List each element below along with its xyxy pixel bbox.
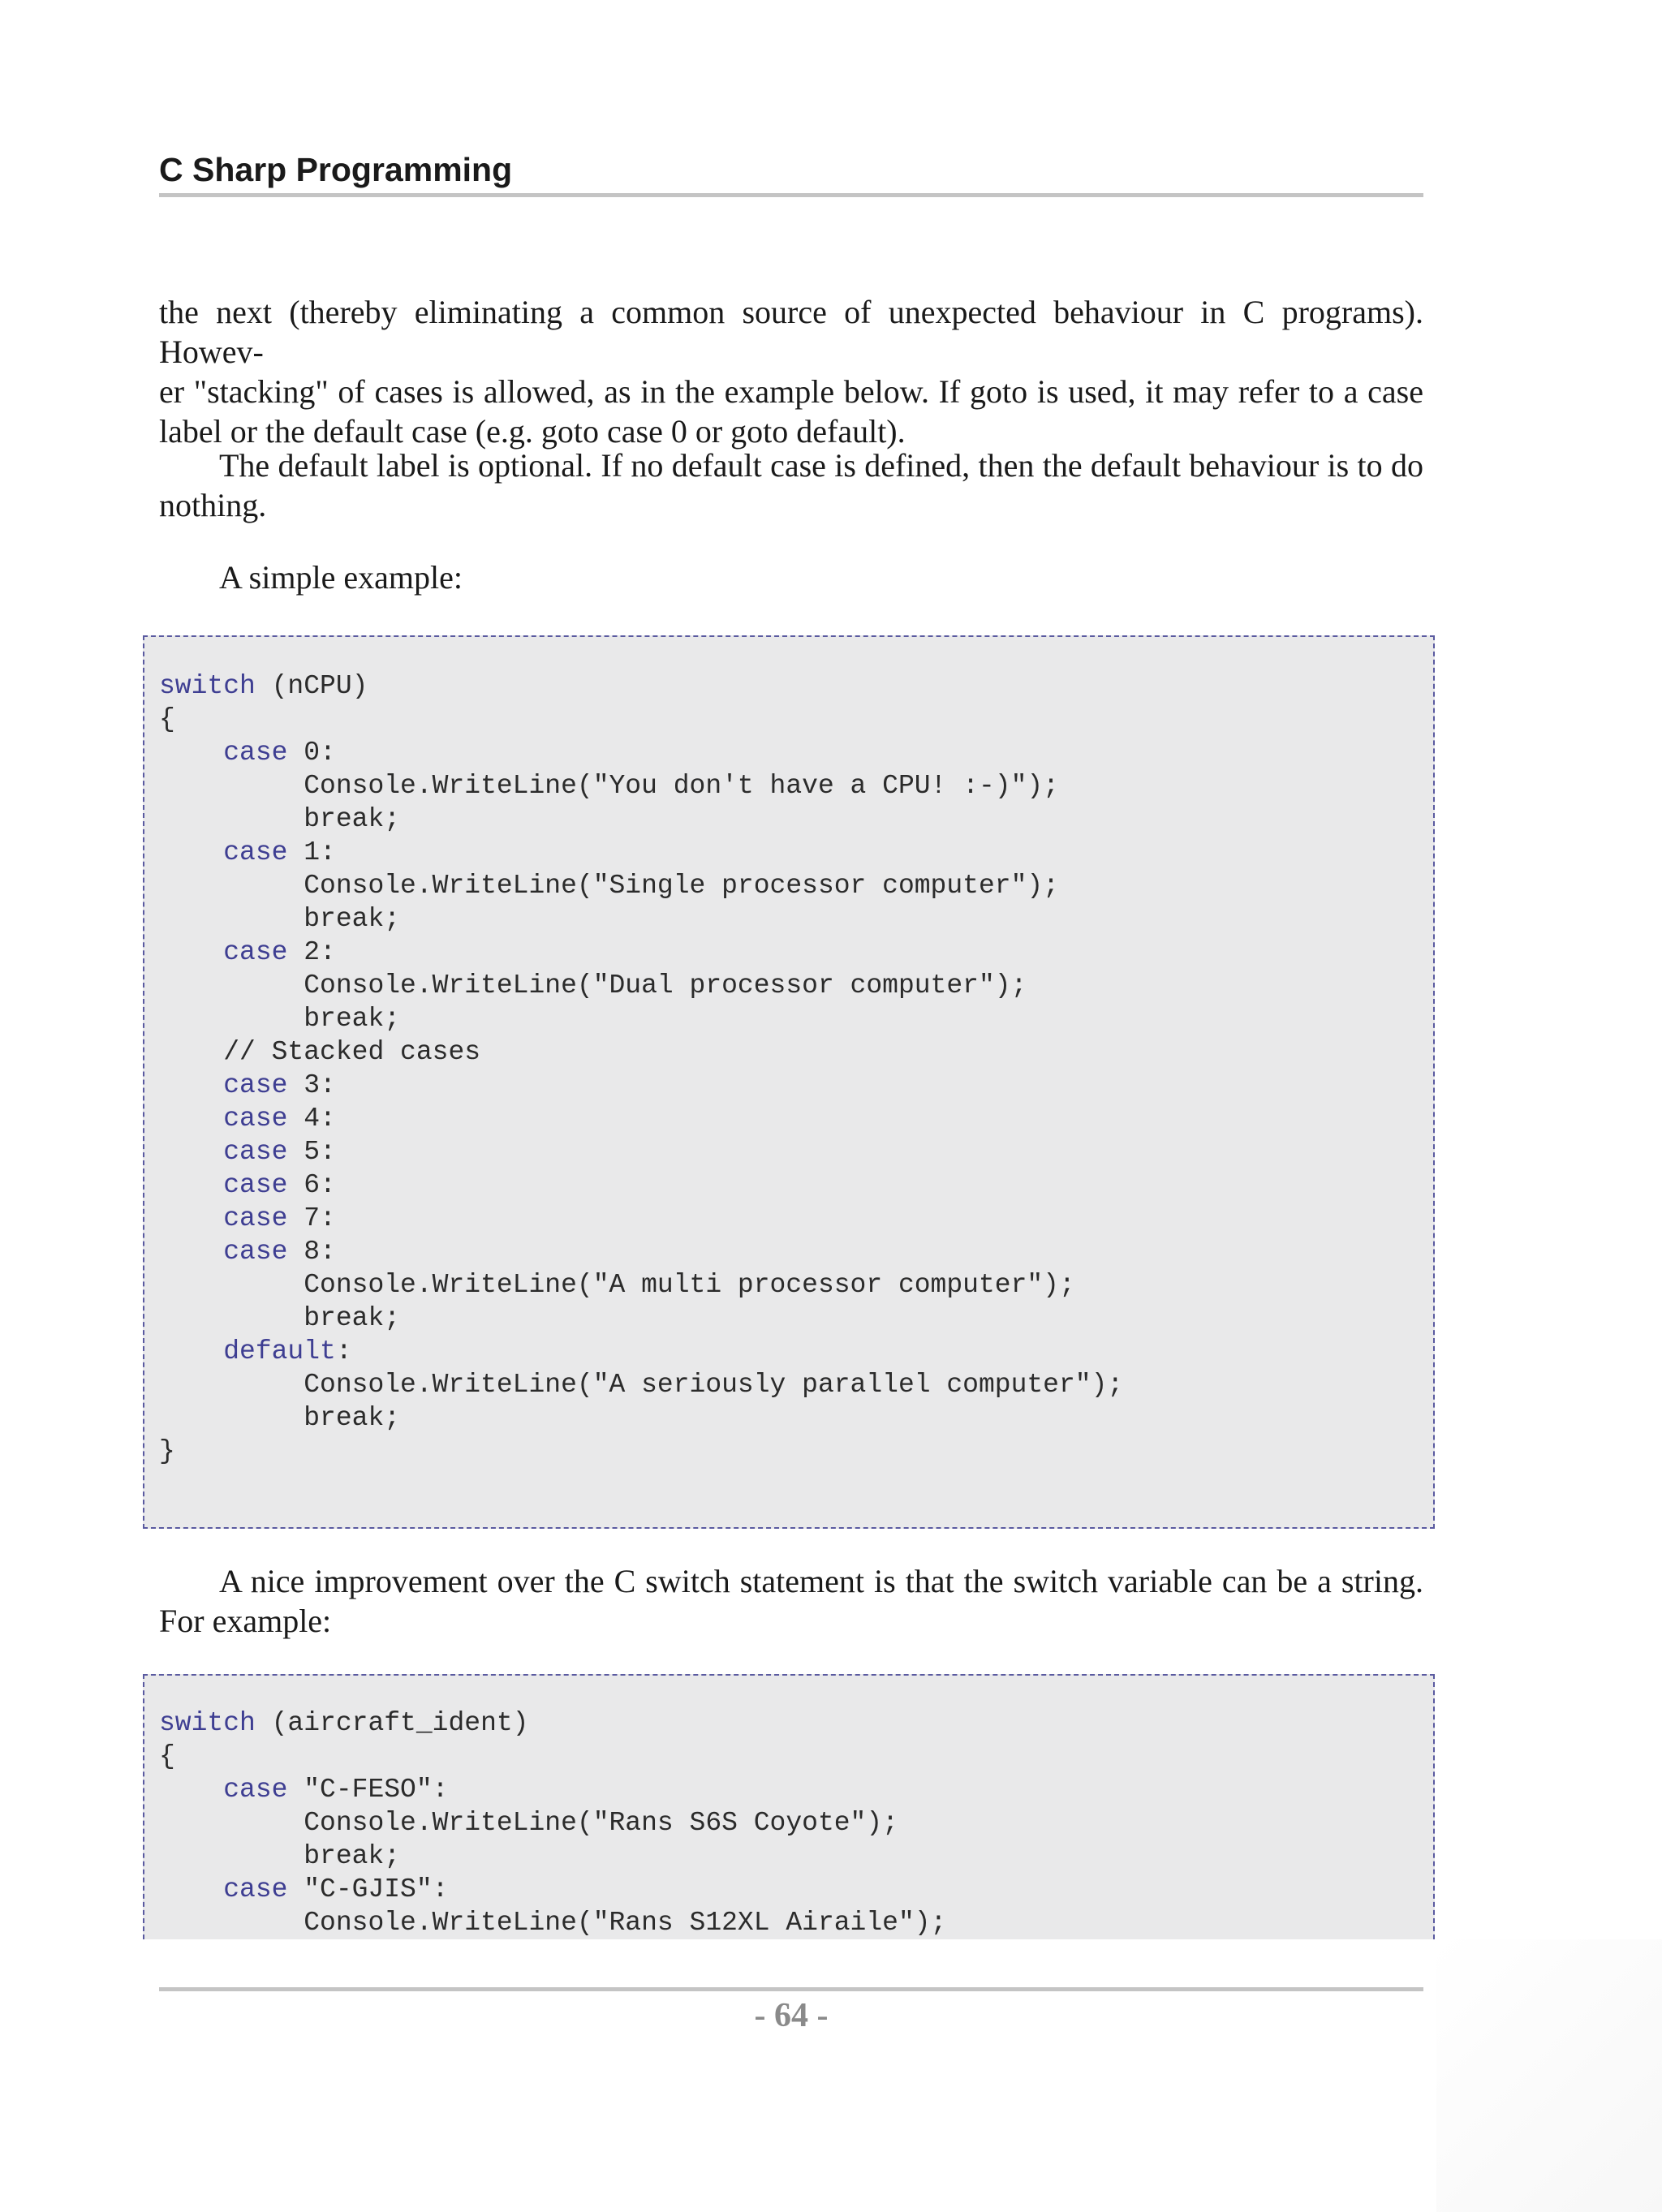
code-text: 7: <box>287 1203 336 1233</box>
paragraph-simple-example: A simple example: <box>219 559 463 596</box>
code-text: Console.WriteLine("Single processor computer"); <box>304 871 1059 901</box>
code-line <box>159 836 1123 869</box>
code-keyword: case <box>223 1203 288 1233</box>
code-line <box>159 869 1123 902</box>
code-line <box>159 1740 946 1773</box>
code-text: 1: <box>287 837 336 867</box>
code-text: 4: <box>287 1104 336 1134</box>
code-indent <box>159 1104 223 1134</box>
code-line <box>159 1268 1123 1302</box>
code-text: (nCPU) <box>255 671 368 701</box>
code-listing <box>159 669 1123 1468</box>
code-line <box>159 1102 1123 1135</box>
code-keyword: case <box>223 1874 288 1904</box>
code-line <box>159 1202 1123 1235</box>
code-indent <box>159 1336 223 1366</box>
code-keyword: case <box>223 1237 288 1267</box>
code-text: break; <box>304 904 401 934</box>
page-corner-shade <box>1436 1939 1662 2212</box>
code-keyword: case <box>223 1775 288 1805</box>
code-line <box>159 1135 1123 1168</box>
code-line <box>159 1002 1123 1035</box>
code-text: break; <box>304 1004 401 1034</box>
footer-divider <box>159 1987 1423 1991</box>
code-text: { <box>159 704 175 734</box>
code-line <box>159 1168 1123 1202</box>
paragraph-line: label or the default case (e.g. goto case 0 or goto default). <box>159 413 906 450</box>
code-indent <box>159 1203 223 1233</box>
code-listing <box>159 1706 946 1939</box>
code-keyword: case <box>223 1070 288 1100</box>
code-indent <box>159 1303 304 1333</box>
code-text: (aircraft_ident) <box>255 1708 529 1738</box>
code-indent <box>159 1137 223 1167</box>
code-text: Console.WriteLine("Rans S12XL Airaile"); <box>304 1908 947 1938</box>
code-keyword: case <box>223 1104 288 1134</box>
code-indent <box>159 1370 304 1400</box>
code-line <box>159 969 1123 1002</box>
code-text: 6: <box>287 1170 336 1200</box>
code-keyword: case <box>223 1170 288 1200</box>
code-text: 5: <box>287 1137 336 1167</box>
code-text: 0: <box>287 738 336 768</box>
code-line <box>159 669 1123 703</box>
code-indent <box>159 837 223 867</box>
code-line <box>159 1368 1123 1401</box>
code-block-switch-aircraft <box>143 1674 1435 1939</box>
code-indent <box>159 771 304 801</box>
code-indent <box>159 1170 223 1200</box>
code-line <box>159 902 1123 936</box>
code-indent <box>159 1403 304 1433</box>
code-text: } <box>159 1436 175 1466</box>
code-line <box>159 1302 1123 1335</box>
code-line <box>159 803 1123 836</box>
code-line <box>159 1873 946 1906</box>
code-line <box>159 1840 946 1873</box>
paragraph-line: the next (thereby eliminating a common source of unexpected behaviour in C programs). Howev- <box>159 294 1423 370</box>
code-text: // Stacked cases <box>223 1037 481 1067</box>
code-line <box>159 1069 1123 1102</box>
paragraph-line: er "stacking" of cases is allowed, as in the example below. If goto is used, it may refer to a case <box>159 373 1423 410</box>
code-keyword: case <box>223 738 288 768</box>
code-indent <box>159 904 304 934</box>
code-indent <box>159 804 304 834</box>
code-line <box>159 703 1123 736</box>
code-indent <box>159 1237 223 1267</box>
code-keyword: default <box>223 1336 336 1366</box>
header-divider <box>159 193 1423 197</box>
code-text: 2: <box>287 937 336 967</box>
code-indent <box>159 738 223 768</box>
code-text: break; <box>304 1403 401 1433</box>
code-indent <box>159 1874 223 1904</box>
code-text: "C-GJIS": <box>287 1874 449 1904</box>
code-text: : <box>335 1336 352 1366</box>
code-keyword: case <box>223 837 288 867</box>
code-indent <box>159 937 223 967</box>
code-indent <box>159 1004 304 1034</box>
code-indent <box>159 1775 223 1805</box>
code-line <box>159 1806 946 1840</box>
code-keyword: switch <box>159 1708 256 1738</box>
code-text: Console.WriteLine("A seriously parallel computer"); <box>304 1370 1124 1400</box>
code-text: Console.WriteLine("A multi processor computer"); <box>304 1270 1075 1300</box>
code-keyword: case <box>223 1137 288 1167</box>
code-line <box>159 1773 946 1806</box>
code-indent <box>159 1270 304 1300</box>
code-line <box>159 1706 946 1740</box>
code-text: break; <box>304 1303 401 1333</box>
code-line <box>159 1906 946 1939</box>
code-line <box>159 1335 1123 1368</box>
code-text: 8: <box>287 1237 336 1267</box>
page-number: - 64 - <box>754 1997 829 2034</box>
code-indent <box>159 1037 223 1067</box>
code-keyword: switch <box>159 671 256 701</box>
code-text: break; <box>304 1841 401 1871</box>
code-line <box>159 736 1123 769</box>
code-keyword: case <box>223 937 288 967</box>
code-indent <box>159 970 304 1001</box>
paragraph-default-label: The default label is optional. If no default case is defined, then the default behaviour is to do nothing. <box>159 447 1423 523</box>
code-text: Console.WriteLine("You don't have a CPU! :-)"); <box>304 771 1059 801</box>
code-text: break; <box>304 804 401 834</box>
code-indent <box>159 1070 223 1100</box>
paragraph-string-switch: A nice improvement over the C switch statement is that the switch variable can be a string. For example: <box>159 1563 1423 1639</box>
code-line <box>159 1401 1123 1435</box>
paragraph-continuation <box>159 292 1423 451</box>
code-block-switch-ncpu <box>143 635 1435 1529</box>
code-text: Console.WriteLine("Dual processor computer"); <box>304 970 1027 1001</box>
code-line <box>159 1435 1123 1468</box>
code-line <box>159 1235 1123 1268</box>
code-indent <box>159 1841 304 1871</box>
code-indent <box>159 871 304 901</box>
code-text: 3: <box>287 1070 336 1100</box>
code-line <box>159 1035 1123 1069</box>
code-indent <box>159 1808 304 1838</box>
code-text: { <box>159 1741 175 1771</box>
code-text: "C-FESO": <box>287 1775 449 1805</box>
code-text: Console.WriteLine("Rans S6S Coyote"); <box>304 1808 898 1838</box>
code-line <box>159 936 1123 969</box>
running-header-title: C Sharp Programming <box>159 151 513 188</box>
code-indent <box>159 1908 304 1938</box>
code-line <box>159 769 1123 803</box>
